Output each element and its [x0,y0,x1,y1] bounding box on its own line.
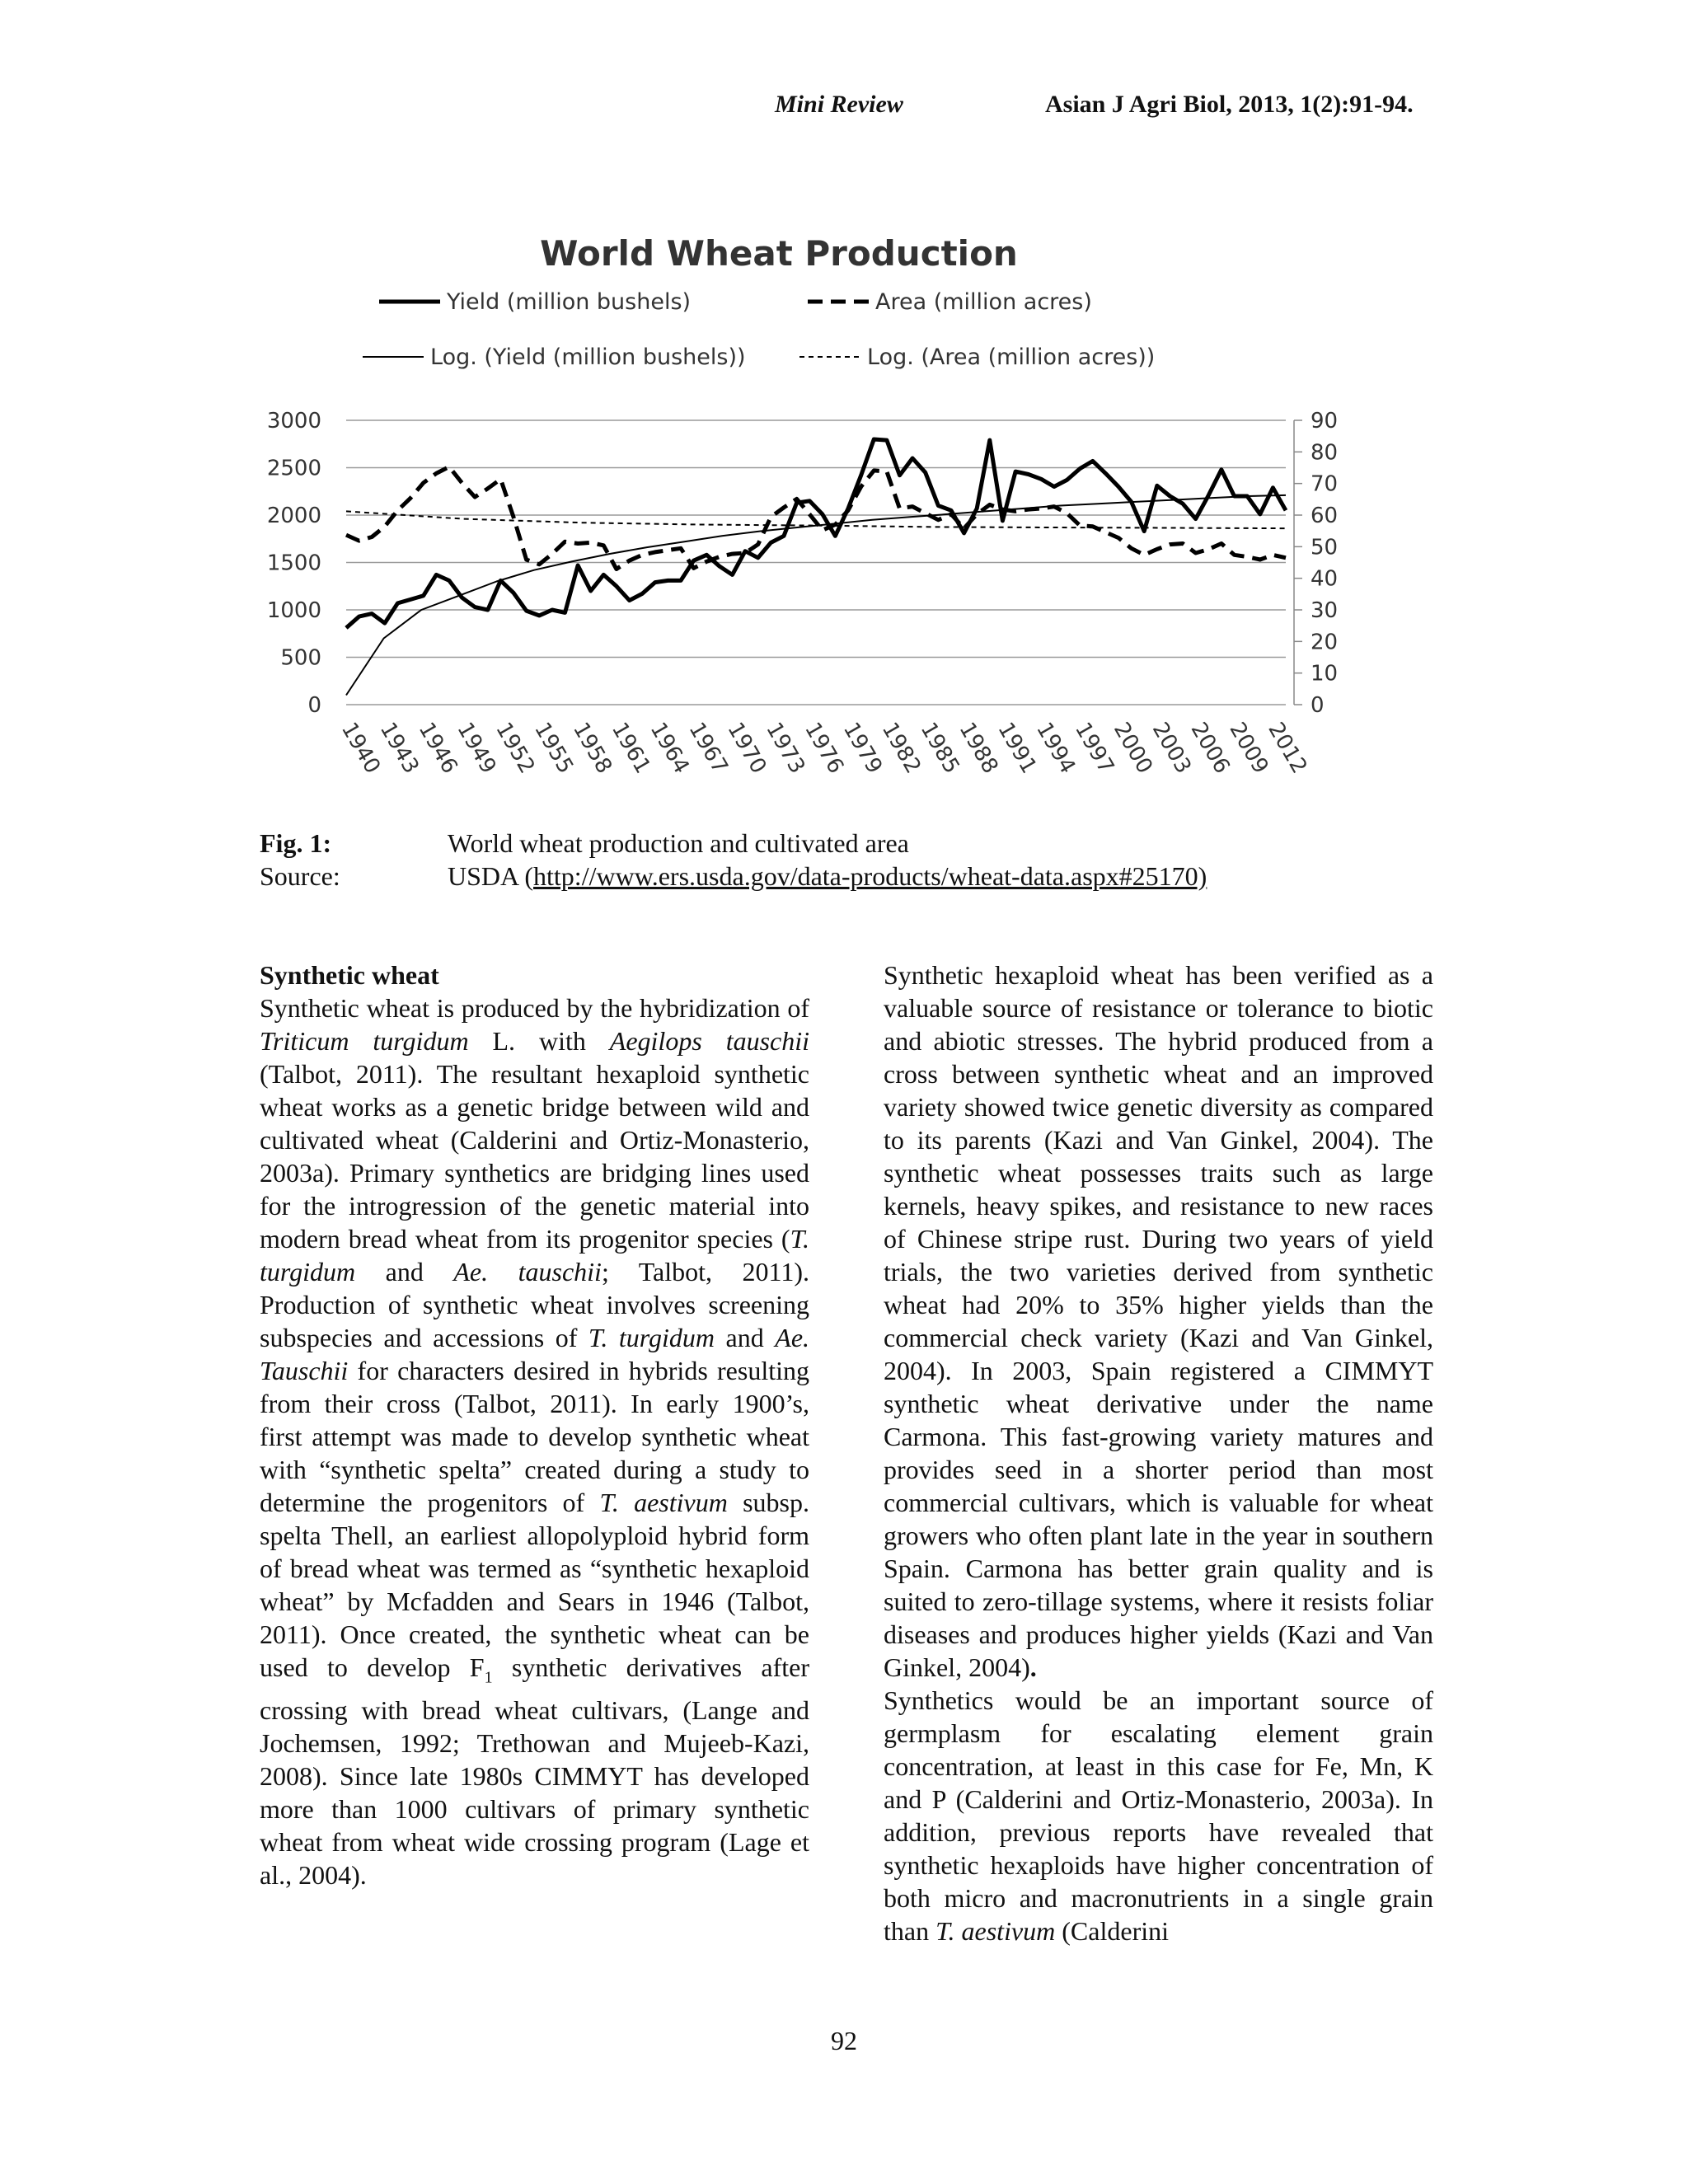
y-right-tick-label: 30 [1311,598,1339,623]
y-left-tick-label: 2000 [266,504,321,528]
y-right-tick-label: 60 [1311,504,1339,528]
chart-grid [346,420,1286,705]
x-tick-label: 1952 [490,718,540,778]
y-right-tick-label: 50 [1311,535,1339,560]
x-tick-label: 1976 [799,718,849,778]
x-tick-label: 1970 [722,718,771,778]
source-text [448,860,1207,893]
source-prefix: USDA ( [448,861,534,891]
source-label: Source: [260,861,340,891]
x-tick-label: 1940 [335,718,386,778]
y-right-tick-label: 80 [1311,440,1339,466]
x-tick-label: 1946 [413,718,462,778]
left-column [260,958,809,1891]
y-right-tick-label: 40 [1311,566,1339,592]
y-left-tick-label: 2500 [266,456,321,481]
chart-axes [267,409,1338,778]
y-right-tick-label: 20 [1311,630,1339,655]
x-tick-label: 1979 [837,718,888,778]
chart-legend [363,289,1155,370]
x-tick-label: 2003 [1146,718,1196,778]
figure-label: Fig. 1: [260,828,332,858]
x-tick-label: 2012 [1263,718,1312,778]
wheat-production-chart [231,223,1339,799]
x-tick-label: 1955 [529,718,579,778]
y-left-tick-label: 1500 [266,551,321,576]
x-tick-label: 1958 [568,718,617,778]
legend-label: Log. (Area (million acres)) [867,344,1156,370]
left-paragraph: Synthetic wheat is produced by the hybridization of Triticum turgidum L. with Aegilops tauschii (Talbot, 2011). The resultant hexaploid synthetic wheat works as a genetic bridge between wild and cultivated wheat (Calderini and Ortiz-Monasterio, 2003a). Primary synthetics are bridging lines used for the introgression of the genetic material into modern bread wheat from its progenitor species (T. turgidum and Ae. tauschii; Talbot, 2011). Production of synthetic wheat involves screening subspecies and accessions of T. turgidum and Ae. Tauschii for characters desired in hybrids resulting from their cross (Talbot, 2011). In early 1900’s, first attempt was made to develop synthetic wheat with “synthetic spelta” created during a study to determine the progenitors of T. aestivum subsp. spelta Thell, an earliest allopolyploid hybrid form of bread wheat was termed as “synthetic hexaploid wheat” by Mcfadden and Sears in 1946 (Talbot, 2011). Once created, the synthetic wheat can be used to develop $F_1$ synthetic derivatives after crossing with bread wheat cultivars, (Lange and Jochemsen, 1992; Trethowan and Mujeeb-Kazi, 2008). Since late 1980s CIMMYT has developed more than 1000 cultivars of primary synthetic wheat from wheat wide crossing program (Lage et al., 2004). [260,993,810,1891]
figure-caption [260,827,1207,893]
x-tick-label: 2000 [1108,718,1157,778]
x-tick-label: 1991 [992,718,1042,778]
x-tick-label: 1994 [1031,718,1081,778]
y-right-tick-label: 10 [1311,661,1339,687]
x-tick-label: 1943 [374,718,424,778]
x-tick-label: 1985 [915,718,964,778]
x-tick-label: 1982 [876,718,926,778]
page-number: 92 [831,2026,857,2055]
source-link[interactable]: http://www.ers.usda.gov/data-products/wheat-data.aspx#25170) [533,861,1207,891]
x-tick-label: 1967 [683,718,733,778]
y-right-tick-label: 70 [1311,471,1339,497]
right-paragraph-1: Synthetic hexaploid wheat has been verified as a valuable source of resistance or tolerance to biotic and abiotic stresses. The hybrid produced from a cross between synthetic wheat and an improved variety showed twice genetic diversity as compared to its parents (Kazi and Van Ginkel, 2004). The synthetic wheat possesses traits such as large kernels, heavy spikes, and resistance to new races of Chinese stripe rust. During two years of yield trials, the two varieties derived from synthetic wheat had 20% to 35% higher yields than the commercial check variety (Kazi and Van Ginkel, 2004). In 2003, Spain registered a CIMMYT synthetic wheat derivative under the name Carmona. This fast-growing variety matures and provides seed in a shorter period than most commercial cultivars, which is valuable for wheat growers who often plant late in the year in southern Spain. Carmona has better grain quality and is suited to zero-tillage systems, where it resists foliar diseases and produces higher yields (Kazi and Van Ginkel, 2004). [884,960,1433,1682]
y-left-tick-label: 1000 [266,598,321,623]
y-left-tick-label: 3000 [266,409,321,434]
figure-caption-text: World wheat production and cultivated area [448,828,909,858]
x-tick-label: 1964 [645,718,694,778]
series-area-line [346,466,1286,569]
x-tick-label: 1949 [452,718,501,778]
x-tick-label: 2009 [1224,718,1273,778]
chart-title: World Wheat Production [540,233,1018,274]
section-heading: Synthetic wheat [260,960,439,990]
x-tick-label: 1988 [954,718,1003,778]
article-type: Mini Review [775,91,903,118]
y-left-tick-label: 0 [307,693,321,718]
x-tick-label: 2006 [1185,718,1235,778]
y-right-tick-label: 90 [1311,409,1339,434]
x-tick-label: 1973 [761,718,810,778]
right-paragraph-2: Synthetics would be an important source of germplasm for escalating element grain concentration, at least in this case for Fe, Mn, K and P (Calderini and Ortiz-Monasterio, 2003a). In addition, previous reports have revealed that synthetic hexaploids have higher concentration of both micro and macronutrients in a single grain than T. aestivum (Calderini [884,1685,1433,1946]
y-left-tick-label: 500 [280,645,321,671]
y-right-tick-label: 0 [1311,693,1325,718]
journal-citation: Asian J Agri Biol, 2013, 1(2):91-94. [1045,91,1414,118]
legend-label: Yield (million bushels) [447,289,692,315]
x-tick-label: 1961 [606,718,655,778]
legend-label: Log. (Yield (million bushels)) [430,344,746,370]
x-tick-label: 1997 [1070,718,1119,778]
legend-label: Area (million acres) [875,289,1092,315]
right-column [884,958,1433,1947]
